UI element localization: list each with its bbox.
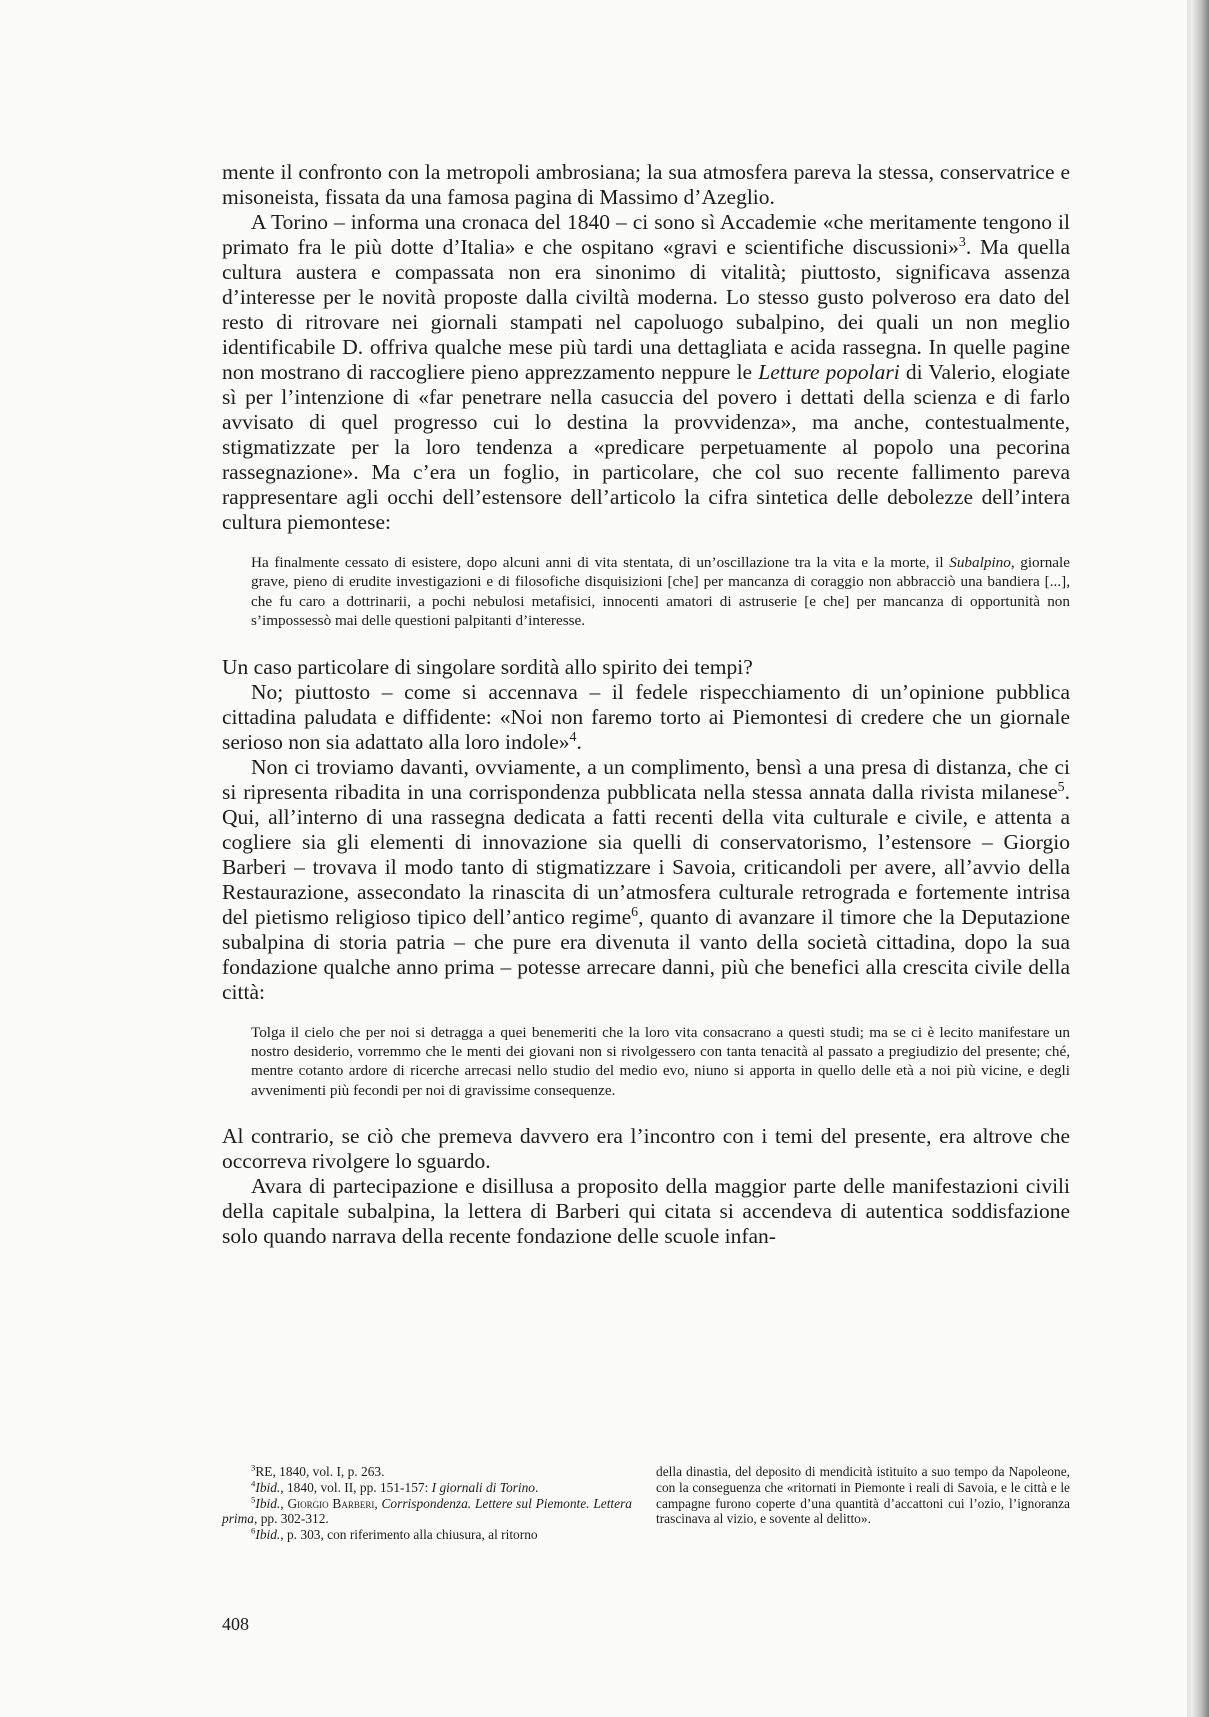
block-quote-2-text: Tolga il cielo che per noi si detragga a quei benemeriti che la loro vita consacrano a questi studi; ma se ci è lecito manifestare un nostro desiderio, vorremmo che le menti dei giovani non si rivolgessero con tanta tenacità al passato a pregiudizio del presente; ché, mentre cotanto ardore di ricerche arrecasi nello studio del medio evo, niuno si apporta in quello delle età a noi più vicine, e degli avvenimenti più fecondi per noi di gravissime consequenze. [251, 1023, 1070, 1099]
main-text [222, 160, 1070, 1249]
footnote-5-author: Giorgio Barberi [287, 1495, 375, 1511]
paragraph-5-text-b: . Qui, all’interno di una rassegna dedicata a fatti recenti della vita culturale e civile, e attenta a cogliere sia gli elementi di innovazione sia quelli di conservatorismo, l’estensore – Giorgio Barberi – trovava il modo tanto di stigmatizzare i Savoia, criticandoli per avere, all’avvio della Restaurazione, assecondato la rinascita di un’atmosfera culturale retrograda e fortemente intrisa del pietismo religioso tipico dell’antico regime [222, 779, 1070, 929]
paragraph-5-text-a: Non ci troviamo davanti, ovviamente, a un complimento, bensì a una presa di distanza, che ci si ripresenta ribadita in una corrispondenza pubblicata nella stessa annata dalla rivista milanese [222, 754, 1070, 804]
footnotes [222, 1464, 1070, 1543]
paragraph-2-text-a: A Torino – informa una cronaca del 1840 – ci sono sì Accademie «che meritamente tengono il primato fra le più dotte d’Italia» e che ospitano «gravi e scientifiche discussioni» [222, 210, 1070, 259]
footnote-4 [222, 1480, 632, 1496]
paragraph-5-text-c: , quanto di avanzare il timore che la Deputazione subalpina di storia patria – che pure era divenuta il vanto della società cittadina, dopo la sua fondazione qualche anno prima – potesse arrecare danni, più che benefici alla crescita civile della città: [222, 904, 1070, 1004]
footnote-3-number: 3 [251, 1462, 256, 1473]
footnote-5-number: 5 [251, 1494, 256, 1505]
paragraph-2-text-c: di Valerio, elogiate sì per l’intenzione di «far penetrare nella casuccia del povero i dettati della scienza e di farlo avvisato di quel progresso cui lo destina la provvidenza», ma anche, contestualmente, stigmatizzate per la loro tendenza a «predicare perpetuamente al popolo una pecorina rassegnazione». Ma c’era un foglio, in particolare, che col suo recente fallimento pareva rappresentare agli occhi dell’estensore dell’articolo la cifra sintetica delle debolezze dell’intera cultura piemontese: [222, 360, 1071, 534]
footnote-ref-6[interactable]: 6 [631, 904, 639, 920]
block-quote-1-text-b: , giornale grave, pieno di erudite investigazioni e di filosofiche disquisizioni [che] per mancanza di coraggio non abbracciò una bandiera [...], che fu caro a dottrinarii, a pochi nebulosi metafisici, innocenti amatori di astruserie [e che] per mancanza di opportunità non s’impossessò mai delle questioni palpitanti d’interesse. [251, 554, 1071, 630]
block-quote-2 [251, 1023, 1070, 1101]
footnote-ref-3[interactable]: 3 [958, 234, 966, 250]
paragraph-2-text-b: . Ma quella cultura austera e compassata non era sinonimo di vitalità; piuttosto, significava assenza d’interesse per le novità proposte dalla civiltà moderna. Lo stesso gusto polveroso era dato del resto di ritrovare nei giornali stampati nel capoluogo subalpino, dei quali un non meglio identificabile D. offriva qualche mese più tardi una dettagliata e acida rassegna. In quelle pagine non mostrano di raccogliere pieno apprezzamento neppure le [222, 235, 1070, 384]
paragraph-7-text: Avara di partecipazione e disillusa a proposito della maggior parte delle manifestazioni civili della capitale subalpina, la lettera di Barberi qui citata si accendeva di autentica soddisfazione solo quando narrava della recente fondazione delle scuole infan- [222, 1174, 1070, 1249]
footnote-5-text: , pp. 302-312. [254, 1511, 329, 1527]
footnote-3-text: RE, 1840, vol. I, p. 263. [255, 1464, 385, 1479]
paragraph-1-text: mente il confronto con la metropoli ambrosiana; la sua atmosfera pareva la stessa, conservatrice e misoneista, fissata da una famosa pagina di Massimo d’Azeglio. [222, 160, 1070, 209]
paragraph-7 [222, 1174, 1070, 1249]
footnote-5-title: Corrispondenza. Lettere sul Piemonte. Lettera prima [222, 1495, 633, 1527]
footnote-ref-4[interactable]: 4 [569, 729, 577, 745]
footnote-3 [222, 1464, 632, 1480]
block-quote-1-italic: Subalpino [949, 554, 1011, 571]
paragraph-1 [222, 160, 1070, 210]
paragraph-6 [222, 1124, 1070, 1174]
paragraph-3-text: Un caso particolare di singolare sordità allo spirito dei tempi? [222, 654, 753, 679]
footnote-5 [222, 1496, 632, 1528]
paragraph-4 [222, 680, 1070, 755]
footnote-6-text: , p. 303, con riferimento alla chiusura, al ritorno [280, 1527, 538, 1543]
paragraph-5 [222, 755, 1070, 1005]
paragraph-4-text-a: No; piuttosto – come si accennava – il fedele rispecchiamento di un’opinione pubblica cittadina paludata e diffidente: «Noi non faremo torto ai Piemontesi di credere che un giornale serioso non sia adattato alla loro indole» [222, 679, 1070, 754]
block-quote-1 [251, 553, 1070, 631]
footnote-ref-5[interactable]: 5 [1057, 779, 1065, 795]
page-number: 408 [222, 1614, 249, 1634]
footnote-4-number: 4 [251, 1478, 256, 1489]
footnote-6-ibid: Ibid. [255, 1527, 281, 1543]
footnote-6-continuation: della dinastia, del deposito di mendicità istituito a suo tempo da Napoleone, con la conseguenza che «ritornati in Piemonte i reali di Savoia, e le città e le campagne furono coperte d’una quantità d’accattoni cui l’ozio, l’ignoranza trascinava al vizio, e sovente al delitto». [656, 1464, 1070, 1527]
footnote-4-end: . [534, 1479, 539, 1495]
footnotes-right-column [656, 1464, 1070, 1543]
paragraph-2 [222, 210, 1070, 535]
paragraph-3 [222, 655, 1070, 680]
footnote-6 [222, 1527, 632, 1543]
footnote-4-ibid: Ibid. [255, 1479, 281, 1495]
paragraph-6-text: Al contrario, se ciò che premeva davvero era l’incontro con i temi del presente, era altrove che occorreva rivolgere lo sguardo. [222, 1124, 1070, 1174]
footnote-4-title: I giornali di Torino [431, 1479, 535, 1495]
footnote-4-text: , 1840, vol. II, pp. 151-157: [280, 1479, 432, 1495]
footnote-6-number: 6 [251, 1525, 256, 1536]
footnote-5-sep: , [280, 1495, 288, 1511]
paragraph-2-title-italic: Letture popolari [758, 360, 900, 384]
footnotes-left-column [222, 1464, 632, 1543]
page-edge-shadow [1191, 0, 1209, 1717]
footnote-5-ibid: Ibid. [255, 1495, 281, 1511]
paragraph-4-text-b: . [576, 729, 582, 754]
footnote-5-sep2: , [374, 1495, 382, 1511]
block-quote-1-text-a: Ha finalmente cessato di esistere, dopo alcuni anni di vita stentata, di un’oscillazione tra la vita e la morte, il [251, 554, 950, 571]
